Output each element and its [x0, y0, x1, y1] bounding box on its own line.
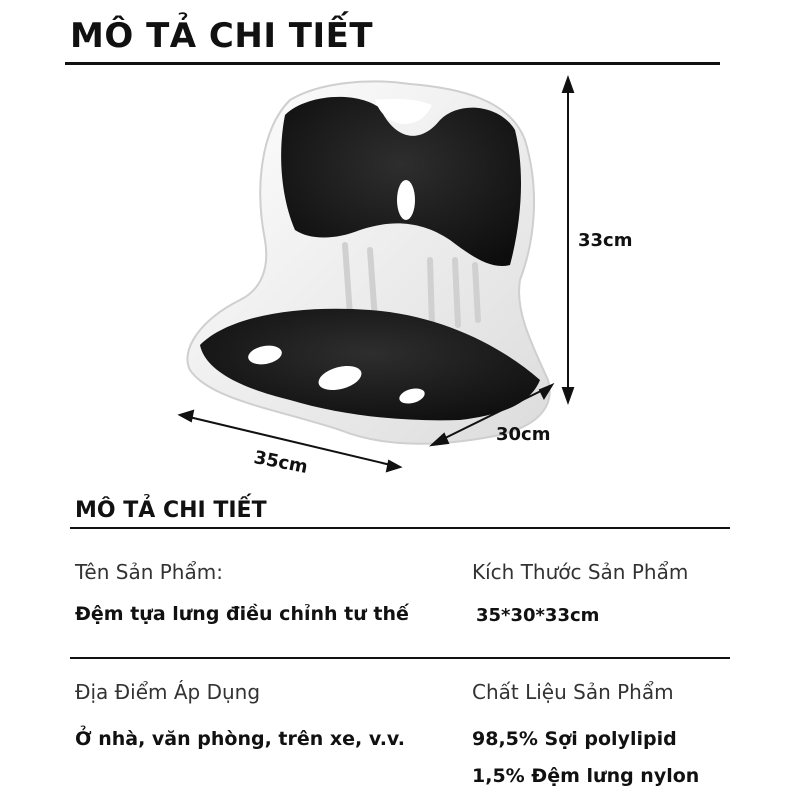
section-divider — [70, 527, 730, 529]
product-size-label: Kích Thước Sản Phẩm — [472, 560, 689, 584]
page-title: MÔ TẢ CHI TIẾT — [70, 16, 374, 56]
usage-place-value: Ở nhà, văn phòng, trên xe, v.v. — [75, 728, 405, 750]
width-label: 35cm — [251, 447, 310, 479]
height-label: 33cm — [578, 230, 633, 251]
details-section-title: MÔ TẢ CHI TIẾT — [75, 498, 267, 523]
depth-label: 30cm — [496, 424, 551, 445]
product-name-value: Đệm tựa lưng điều chỉnh tư thế — [75, 603, 409, 625]
product-name-label: Tên Sản Phẩm: — [75, 560, 223, 584]
usage-place-label: Địa Điểm Áp Dụng — [75, 680, 261, 704]
material-value-2: 1,5% Đệm lưng nylon — [472, 765, 700, 787]
material-value-1: 98,5% Sợi polylipid — [472, 728, 677, 750]
product-size-value: 35*30*33cm — [476, 605, 600, 626]
material-label: Chất Liệu Sản Phẩm — [472, 680, 674, 704]
row-divider — [70, 657, 730, 659]
